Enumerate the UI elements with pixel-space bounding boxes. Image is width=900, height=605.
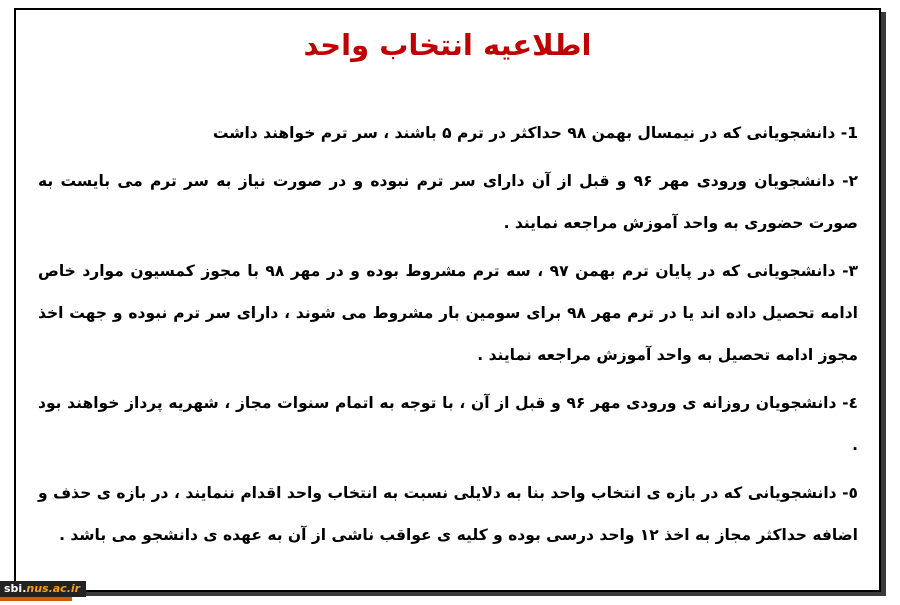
- frame-shadow-bottom: [18, 592, 886, 596]
- watermark-stripe: [0, 597, 72, 601]
- notice-item-1: 1- دانشجویانی که در نیمسال بهمن ۹۸ حداکثر در ترم ۵ باشند ، سر ترم خواهند داشت: [212, 124, 858, 142]
- frame-shadow-right: [881, 12, 886, 596]
- notice-content: [38, 112, 858, 562]
- site-watermark: [0, 581, 86, 597]
- notice-item-3: ۳- دانشجویانی که در پایان ترم بهمن ۹۷ ، سه ترم مشروط بوده و در مهر ۹۸ با مجوز کمسیون موارد خاص ادامه تحصیل داده اند یا در ترم مهر ۹۸ برای سومین بار مشروط می شوند ، دارای سر ترم نبوده و جهت اخذ مجوز ادامه تحصیل به واحد آموزش مراجعه نمایند .: [38, 262, 858, 364]
- notice-item-5: ٥- دانشجویانی که در بازه ی انتخاب واحد بنا به دلایلی نسبت به انتخاب واحد اقدام ننمایند ، در بازه ی حذف و اضافه حداکثر مجاز به اخذ ۱۲ واحد درسی بوده و کلیه ی عواقب ناشی از آن به عهده ی دانشجو می باشد .: [38, 484, 858, 544]
- notice-title: اطلاعیه انتخاب واحد: [303, 28, 592, 62]
- notice-item-2: ۲- دانشجویان ورودی مهر ۹۶ و قبل از آن دارای سر ترم نبوده و در صورت نیاز به سر ترم می بایست به صورت حضوری به واحد آموزش مراجعه نمایند .: [38, 172, 859, 232]
- watermark-domain: nus.ac.ir: [26, 582, 81, 595]
- notice-item-4: ٤- دانشجویان روزانه ی ورودی مهر ۹۶ و قبل از آن ، با توجه به اتمام سنوات مجاز ، شهریه پرداز خواهند بود .: [38, 394, 858, 454]
- watermark-prefix: sbi.: [4, 582, 27, 595]
